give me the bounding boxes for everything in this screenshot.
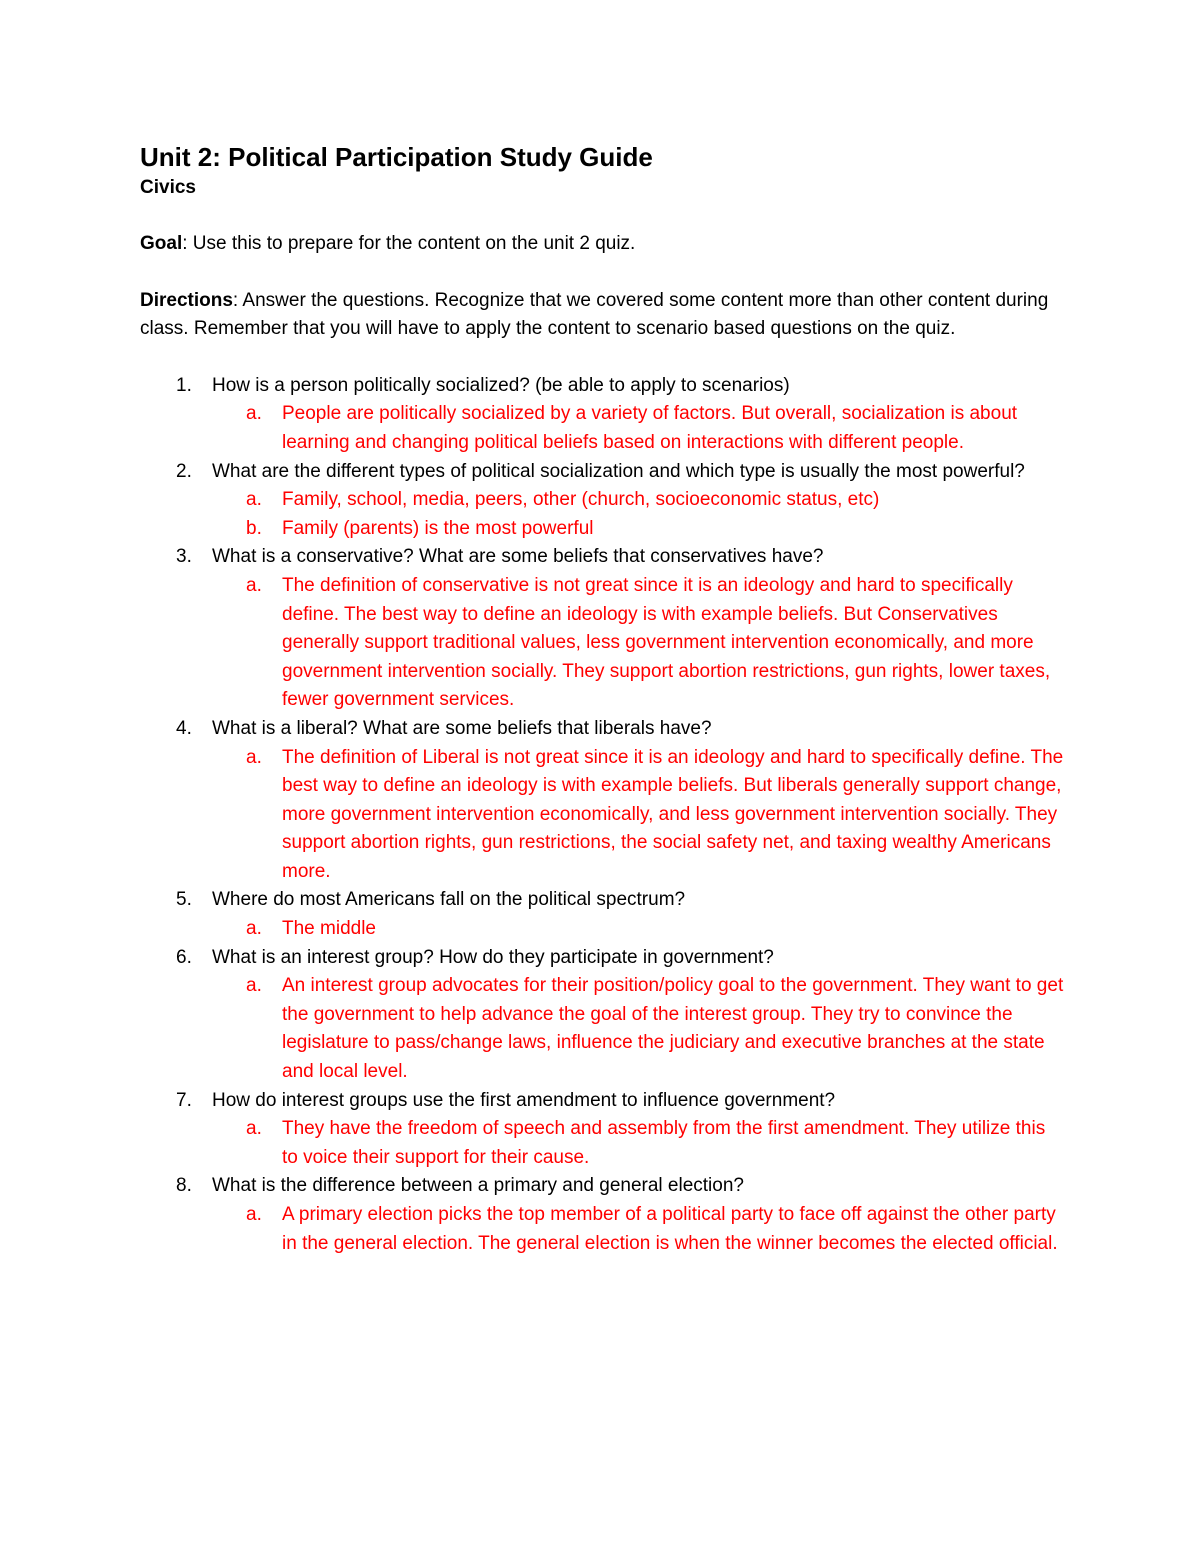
answer-letter: a. xyxy=(246,574,262,596)
answer-letter: a. xyxy=(246,746,262,768)
directions-paragraph xyxy=(140,287,1065,344)
answer-item xyxy=(140,1115,1065,1172)
answer-item xyxy=(140,1201,1065,1258)
question-text: What is an interest group? How do they participate in government? xyxy=(212,946,774,968)
answer-text: The middle xyxy=(282,918,376,940)
document-subtitle: Civics xyxy=(140,177,196,198)
answer-list xyxy=(212,1115,1065,1172)
answer-list xyxy=(212,915,1065,944)
answer-text: A primary election picks the top member of a political party to face off against the other party in the general election. The general election is when the winner becomes the elected official. xyxy=(282,1204,1058,1254)
question-text: Where do most Americans fall on the political spectrum? xyxy=(212,889,686,911)
question-item xyxy=(140,1172,1065,1258)
answer-item xyxy=(140,972,1065,1086)
answer-letter: a. xyxy=(246,1118,262,1140)
goal-paragraph xyxy=(140,230,1065,259)
answer-list xyxy=(212,972,1065,1086)
question-text: What is the difference between a primary and general election? xyxy=(212,1175,744,1197)
goal-label: Goal xyxy=(140,233,183,254)
answer-list xyxy=(212,486,1065,543)
question-number: 7. xyxy=(176,1089,192,1111)
question-item xyxy=(140,543,1065,715)
answer-letter: b. xyxy=(246,517,262,539)
answer-list xyxy=(212,1201,1065,1258)
question-text: How do interest groups use the first amendment to influence government? xyxy=(212,1089,836,1111)
question-item xyxy=(140,1087,1065,1173)
question-text: What is a liberal? What are some beliefs that liberals have? xyxy=(212,717,712,739)
question-number: 1. xyxy=(176,374,192,396)
question-number: 5. xyxy=(176,889,192,911)
answer-text: Family, school, media, peers, other (church, socioeconomic status, etc) xyxy=(282,489,880,511)
answer-item xyxy=(140,400,1065,457)
question-item xyxy=(140,372,1065,458)
answer-item xyxy=(140,744,1065,887)
answer-list xyxy=(212,400,1065,457)
answer-text: Family (parents) is the most powerful xyxy=(282,517,594,539)
question-text: What is a conservative? What are some beliefs that conservatives have? xyxy=(212,546,824,568)
answer-letter: a. xyxy=(246,489,262,511)
question-number: 4. xyxy=(176,717,192,739)
question-list xyxy=(140,372,1065,1258)
question-item xyxy=(140,886,1065,943)
answer-list xyxy=(212,744,1065,887)
answer-item xyxy=(140,515,1065,544)
answer-text: The definition of Liberal is not great since it is an ideology and hard to specifically define. The best way to define an ideology is with example beliefs. But liberals generally support change, more government intervention economically, and less government intervention socially. They support abortion rights, gun restrictions, the social safety net, and taxing wealthy Americans more. xyxy=(282,746,1064,882)
directions-text: : Answer the questions. Recognize that we covered some content more than other content during class. Remember that you will have to apply the content to scenario based questions on the quiz. xyxy=(140,289,1049,340)
document-title: Unit 2: Political Participation Study Guide xyxy=(140,142,653,172)
question-number: 2. xyxy=(176,460,192,482)
question-item xyxy=(140,715,1065,887)
answer-item xyxy=(140,915,1065,944)
question-item xyxy=(140,458,1065,544)
question-text: How is a person politically socialized? (be able to apply to scenarios) xyxy=(212,374,790,396)
document-page xyxy=(140,140,1065,1258)
answer-letter: a. xyxy=(246,1204,262,1225)
goal-text: : Use this to prepare for the content on the unit 2 quiz. xyxy=(182,233,636,254)
answer-text: They have the freedom of speech and assembly from the first amendment. They utilize this to voice their support for their cause. xyxy=(282,1118,1046,1168)
answer-letter: a. xyxy=(246,403,262,425)
directions-label: Directions xyxy=(140,289,233,311)
question-item xyxy=(140,944,1065,1087)
answer-list xyxy=(212,572,1065,715)
question-number: 8. xyxy=(176,1175,192,1197)
answer-text: The definition of conservative is not great since it is an ideology and hard to specifically define. The best way to define an ideology is with example beliefs. But Conservatives generally support traditional values, less government intervention economically, and more government intervention socially. They support abortion restrictions, gun rights, lower taxes, fewer government services. xyxy=(282,574,1051,711)
answer-item xyxy=(140,486,1065,515)
answer-letter: a. xyxy=(246,918,262,940)
question-number: 3. xyxy=(176,546,192,568)
answer-text: People are politically socialized by a variety of factors. But overall, socialization is about learning and changing political beliefs based on interactions with different people. xyxy=(282,403,1018,453)
answer-item xyxy=(140,572,1065,715)
question-text: What are the different types of political socialization and which type is usually the most powerful? xyxy=(212,460,1025,482)
question-number: 6. xyxy=(176,946,192,968)
answer-letter: a. xyxy=(246,975,262,997)
answer-text: An interest group advocates for their position/policy goal to the government. They want to get the government to help advance the goal of the interest group. They try to convince the legislature to pass/change laws, influence the judiciary and executive branches at the state and local level. xyxy=(282,975,1064,1083)
